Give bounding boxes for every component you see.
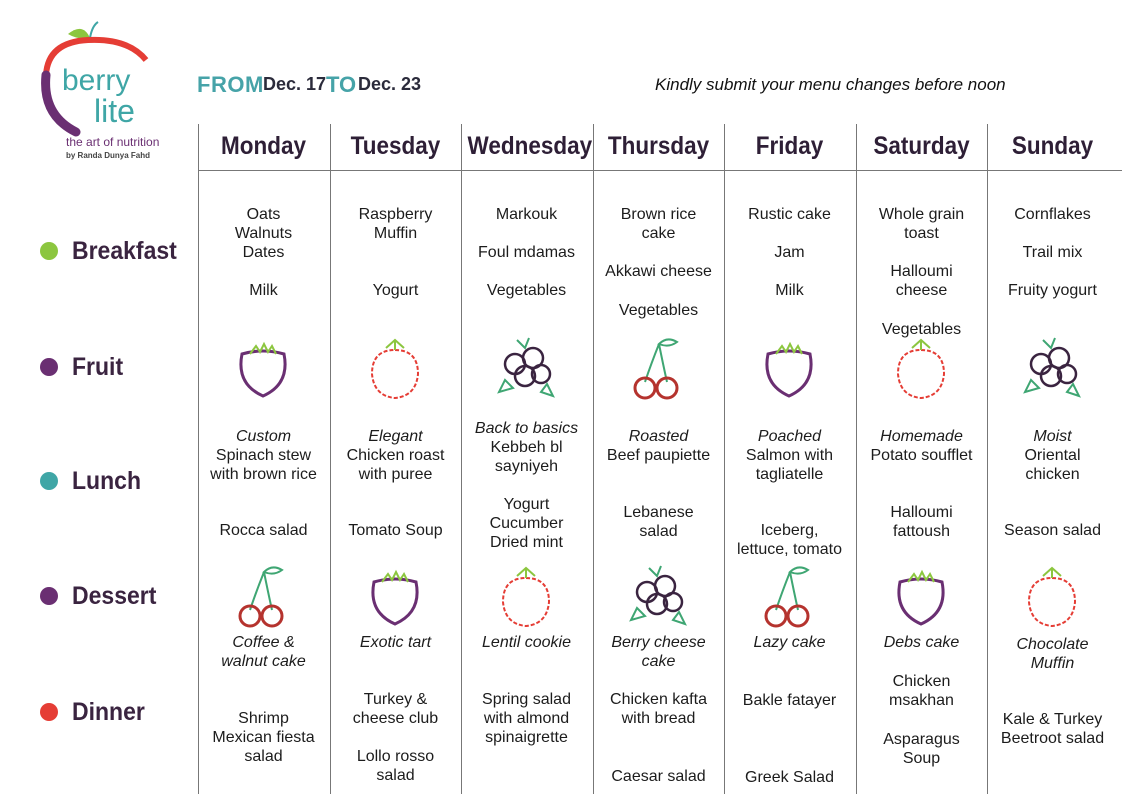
dinner-item: Turkey & cheese club [352,691,439,727]
lunch-main: Salmon with tagliatelle [745,447,834,483]
dinner-item: Chicken msakhan [889,673,954,709]
header-divider [198,170,1122,171]
lunch-side: Season salad [1004,522,1101,539]
lunch-style: Elegant [368,428,423,445]
raspberry-icon [886,334,956,404]
from-date: Dec. 17 [263,74,327,94]
plum-icon [228,334,298,404]
to-date: Dec. 23 [358,74,422,94]
blueberry-icon [623,562,693,632]
day-header-saturday: Saturday [873,132,970,160]
dinner-item: Lollo rosso salad [356,748,435,784]
cherry-icon [623,334,693,404]
breakfast-item: Jam [774,244,805,261]
day-header-tuesday: Tuesday [350,132,441,160]
lunch-style: Poached [757,428,822,445]
lunch-style: Custom [235,428,292,445]
breakfast-item: Markouk [495,206,558,223]
dessert-item: Berry cheese cake [611,634,706,670]
meal-dot [40,472,58,490]
lunch-style: Roasted [628,428,689,445]
breakfast-item: Yogurt [372,282,419,299]
meal-row-dessert [40,581,164,611]
breakfast-item: Fruity yogurt [1008,282,1097,299]
breakfast-item: Oats Walnuts Dates [234,206,293,261]
lunch-side: Yogurt Cucumber Dried mint [489,496,564,551]
meal-dot [40,242,58,260]
meal-row-lunch [40,466,147,496]
breakfast-item: Vegetables [618,302,699,319]
lunch-side: Halloumi fattoush [890,504,953,540]
breakfast-item: Rustic cake [748,206,831,223]
from-label: FROM [197,72,264,97]
day-header-thursday: Thursday [607,132,710,160]
meal-label: Fruit [72,352,124,381]
menu-change-note: Kindly submit your menu changes before noon [655,75,1006,94]
dinner-item: Kale & Turkey Beetroot salad [1000,711,1105,747]
dinner-item: Spring salad with almond spinaigrette [482,691,571,746]
meal-label: Dessert [72,581,157,610]
dinner-item: Bakle fatayer [742,692,837,709]
meal-label: Lunch [72,466,141,495]
dinner-item: Asparagus Soup [883,731,960,767]
meal-dot [40,587,58,605]
dessert-item: Lazy cake [753,634,826,651]
day-header-monday: Monday [220,132,306,160]
raspberry-icon [491,562,561,632]
plum-icon [754,334,824,404]
lunch-style: Homemade [880,428,963,445]
meal-label: Dinner [72,697,145,726]
breakfast-item: Brown rice cake [620,206,697,242]
dessert-item: Debs cake [883,634,960,651]
breakfast-item: Akkawi cheese [605,263,712,280]
blueberry-icon [1017,334,1087,404]
meal-dot [40,703,58,721]
breakfast-item: Vegetables [486,282,567,299]
raspberry-icon [360,334,430,404]
lunch-style: Moist [1033,428,1072,445]
plum-icon [886,562,956,632]
day-header-wednesday: Wednesday [467,132,593,160]
dessert-item: Coffee & walnut cake [221,634,306,670]
cherry-icon [228,562,298,632]
dinner-item: Greek Salad [745,769,834,786]
svg-text:lite: lite [94,93,135,129]
dinner-item: Chicken kafta with bread [610,691,707,727]
lunch-side: Lebanese salad [623,504,694,540]
logo-tagline: the art of nutrition by Randa Dunya Fahd [66,135,160,160]
lunch-main: Potato soufflet [870,447,973,464]
meal-row-dinner [40,697,151,727]
breakfast-item: Halloumi cheese [890,263,953,299]
day-header-sunday: Sunday [1011,132,1094,160]
meal-row-fruit [40,352,128,382]
meal-row-breakfast [40,236,186,266]
lunch-side: Rocca salad [219,522,308,539]
raspberry-icon [1017,562,1087,632]
lunch-main: Kebbeh bl sayniyeh [490,439,563,475]
to-label: TO [326,72,357,97]
meal-label: Breakfast [72,236,177,265]
breakfast-item: Raspberry Muffin [358,206,433,242]
lunch-main: Chicken roast with puree [346,447,445,483]
lunch-main: Beef paupiette [606,447,711,464]
meal-dot [40,358,58,376]
breakfast-item: Milk [775,282,804,299]
dinner-item: Caesar salad [611,768,706,785]
dessert-item: Lentil cookie [482,634,571,651]
lunch-side: Tomato Soup [348,522,443,539]
breakfast-item: Foul mdamas [478,244,575,261]
lunch-side: Iceberg, lettuce, tomato [737,522,842,558]
dessert-item: Chocolate Muffin [1016,636,1089,672]
blueberry-icon [491,334,561,404]
lunch-main: Spinach stew with brown rice [210,447,317,483]
plum-icon [360,562,430,632]
dessert-item: Exotic tart [359,634,432,651]
svg-text:berry: berry [62,64,131,97]
cherry-icon [754,562,824,632]
dinner-item: Shrimp Mexican fiesta salad [212,710,315,765]
breakfast-item: Trail mix [1022,244,1083,261]
breakfast-item: Vegetables [881,321,962,338]
breakfast-item: Whole grain toast [878,206,965,242]
lunch-main: Oriental chicken [1024,447,1081,483]
day-header-friday: Friday [755,132,824,160]
breakfast-item: Cornflakes [1014,206,1091,223]
lunch-style: Back to basics [474,420,579,437]
breakfast-item: Milk [249,282,278,299]
